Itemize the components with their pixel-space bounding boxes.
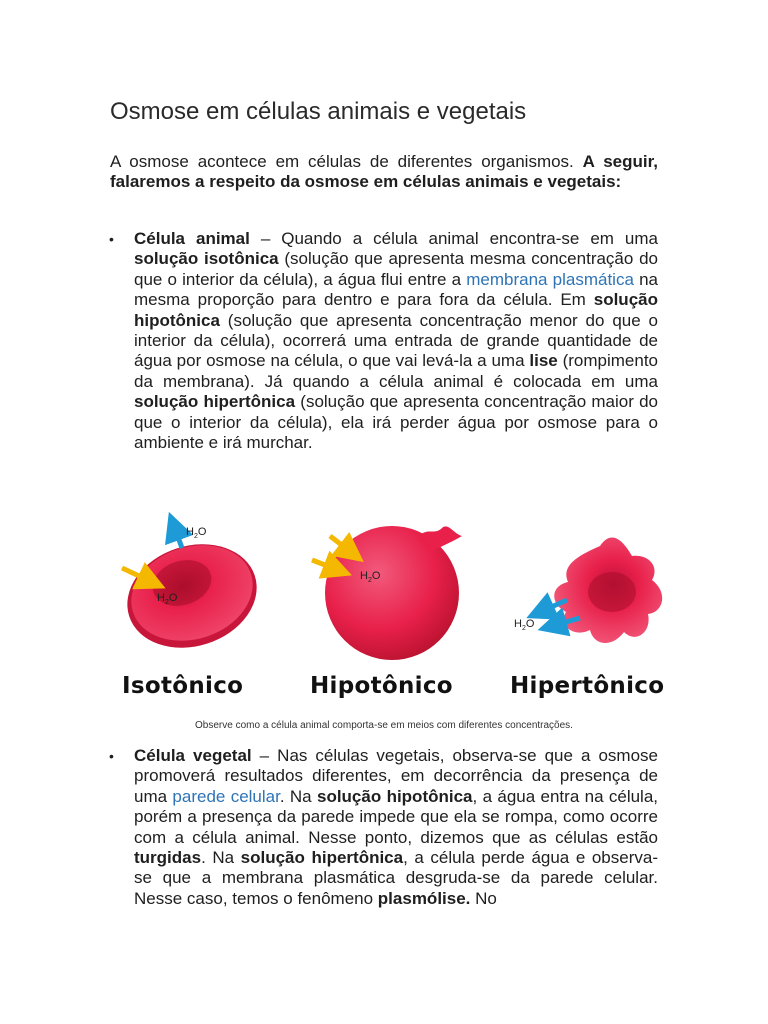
figure-caption: Observe como a célula animal comporta-se em meios com diferentes concentrações. <box>195 720 573 731</box>
isotonic-cell <box>114 528 270 664</box>
bullet-icon: • <box>109 748 114 764</box>
hypertonic-term: solução hipertônica <box>240 848 404 868</box>
osmosis-figure <box>112 508 672 708</box>
animal-cell-list-item <box>109 229 658 453</box>
intro-paragraph <box>110 152 658 192</box>
h2o-label: $H_2O$ <box>186 526 207 541</box>
hypertonic-term: solução hipertônica <box>134 392 296 412</box>
hypotonic-term: solução hipotônica <box>134 290 658 330</box>
plant-text: . Na <box>201 848 241 868</box>
h2o-label: $H_2O$ <box>360 570 381 585</box>
plant-text: . Na <box>279 786 317 806</box>
water-out-arrow-icon <box>174 526 182 548</box>
animal-text: na mesma proporção para dentro e para fora da célula. Em <box>134 269 658 310</box>
animal-text: (solução que apresenta concentração maior do que o interior da célula), ela irá perder água por osmose para o ambiente e irá murchar. <box>134 392 658 453</box>
hypertonic-cell <box>554 537 662 643</box>
h2o-label: $H_2O$ <box>514 618 535 633</box>
parede-celular-link[interactable]: parede celular <box>172 786 280 806</box>
plant-cell-list-item <box>109 746 659 909</box>
intro-bold-text: A seguir, falaremos a respeito da osmose em células animais e vegetais: <box>110 152 659 191</box>
animal-text: (solução que apresenta concentração menor do que o interior da célula), ocorrerá uma entrada de grande quantidade de água por osmose na célula, o que vai levá-la a uma <box>134 310 658 371</box>
plant-text: – Nas células vegetais, observa-se que a osmose promoverá resultados diferentes, em decorrência da presença de uma <box>134 746 658 806</box>
animal-text: (rompimento da membrana). Já quando a célula animal é colocada em uma <box>134 351 658 391</box>
h2o-label: $H_2O$ <box>157 592 178 607</box>
plant-text: , a água entra na célula, porém a presença da parede impede que ela se rompa, como ocorre com a célula animal. Nesse ponto, dizemos que as células estão <box>134 786 659 847</box>
animal-text: (solução que apresenta mesma concentração do que o interior da célula), a água flui entre a <box>134 249 658 289</box>
isotonic-term: solução isotônica <box>134 249 279 269</box>
plant-text: No <box>470 888 497 908</box>
hypertonic-label: Hipertônico <box>510 673 665 699</box>
animal-text: – Quando a célula animal encontra-se em uma <box>249 229 658 248</box>
intro-text: A osmose acontece em células de diferentes organismos. <box>110 152 583 171</box>
bullet-icon: • <box>109 231 114 247</box>
isotonic-label: Isotônico <box>122 673 244 699</box>
plant-cell-term: Célula vegetal <box>134 746 252 765</box>
lise-term: lise <box>529 351 558 371</box>
plant-text: , a célula perde água e observa-se que a membrana plasmática desgruda-se da parede celular. Nesse caso, temos o fenômeno <box>134 848 658 908</box>
membrana-plasmatica-link[interactable]: membrana plasmática <box>466 269 634 289</box>
page-title: Osmose em células animais e vegetais <box>110 98 527 125</box>
plasmolise-term: plasmólise. <box>377 888 471 908</box>
animal-cell-term: Célula animal <box>134 229 250 248</box>
turgidas-term: turgidas <box>134 848 202 868</box>
hypotonic-term: solução hipotônica <box>316 786 473 806</box>
hypotonic-label: Hipotônico <box>310 673 453 699</box>
